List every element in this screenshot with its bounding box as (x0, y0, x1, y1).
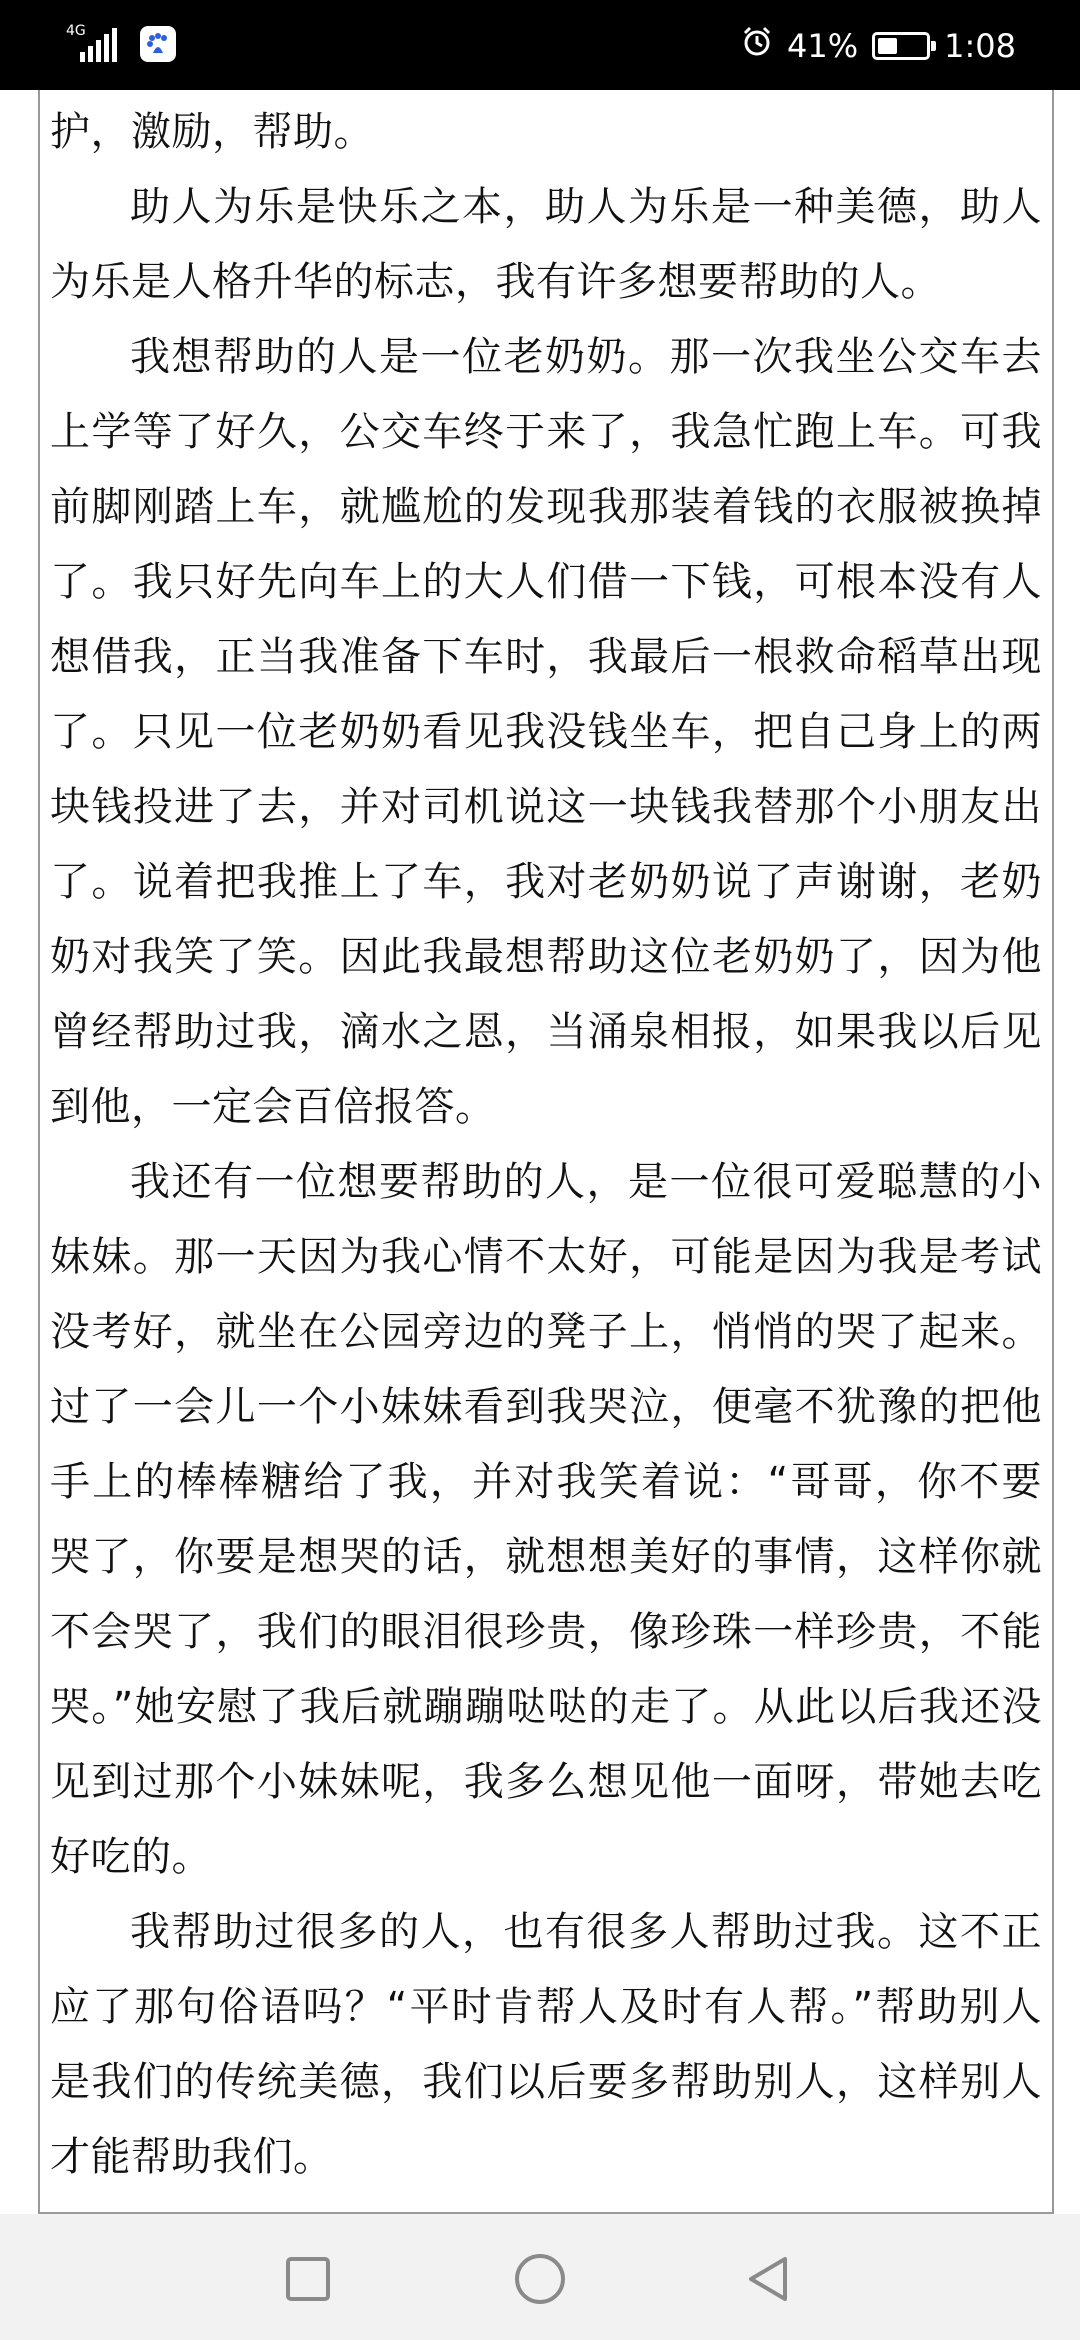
battery-level-fill (878, 38, 897, 54)
back-button[interactable] (724, 2234, 814, 2324)
alarm-icon (741, 18, 773, 74)
essay-paragraph: 我帮助过很多的人，也有很多人帮助过我。这不正应了那句俗语吗？“平时肯帮人及时有人帮。”帮助别人是我们的传统美德，我们以后要多帮助别人，这样别人才能帮助我们。 (50, 1909, 1042, 2180)
essay-paragraph: 我想帮助的人是一位老奶奶。那一次我坐公交车去上学等了好久，公交车终于来了，我急忙跑上车。可我前脚刚踏上车，就尴尬的发现我那装着钱的衣服被换掉了。我只好先向车上的大人们借一下钱，可根本没有人想借我，正当我准备下车时，我最后一根救命稻草出现了。只见一位老奶奶看见我没钱坐车，把自己身上的两块钱投进了去，并对司机说这一块钱我替那个小朋友出了。说着把我推上了车，我对老奶奶说了声谢谢，老奶奶对我笑了笑。因此我最想帮助这位老奶奶了，因为他曾经帮助过我，滴水之恩，当涌泉相报，如果我以后见到他，一定会百倍报答。 (50, 334, 1042, 1130)
back-icon (743, 2253, 795, 2305)
baidu-app-icon (140, 26, 176, 62)
essay-paragraph: 助人为乐是快乐之本，助人为乐是一种美德，助人为乐是人格升华的标志，我有许多想要帮助的人。 (50, 184, 1042, 305)
network-type-label: 4G (66, 23, 86, 39)
essay-paragraph: 护，激励，帮助。 (50, 109, 374, 155)
status-bar (0, 0, 1080, 90)
recent-apps-button[interactable] (263, 2234, 353, 2324)
navigation-bar (0, 2214, 1080, 2340)
home-icon (512, 2251, 568, 2307)
clock-time: 1:08 (944, 27, 1016, 65)
home-button[interactable] (495, 2234, 585, 2324)
essay-paragraph: 我还有一位想要帮助的人，是一位很可爱聪慧的小妹妹。那一天因为我心情不太好，可能是因为我是考试没考好，就坐在公园旁边的凳子上，悄悄的哭了起来。过了一会儿一个小妹妹看到我哭泣，便毫不犹豫的把他手上的棒棒糖给了我，并对我笑着说：“哥哥，你不要哭了，你要是想哭的话，就想想美好的事情，这样你就不会哭了，我们的眼泪很珍贵，像珍珠一样珍贵，不能哭。”她安慰了我后就蹦蹦哒哒的走了。从此以后我还没见到过那个小妹妹呢，我多么想见他一面呀，带她去吃好吃的。 (50, 1159, 1042, 1880)
essay-text (50, 90, 1042, 2195)
status-right-group (741, 18, 1016, 74)
recent-apps-icon (284, 2255, 332, 2303)
essay-frame[interactable] (38, 90, 1054, 2214)
battery-icon (872, 32, 930, 60)
status-left-group (66, 24, 176, 64)
signal-icon (66, 24, 122, 64)
battery-percent: 41% (787, 27, 859, 65)
